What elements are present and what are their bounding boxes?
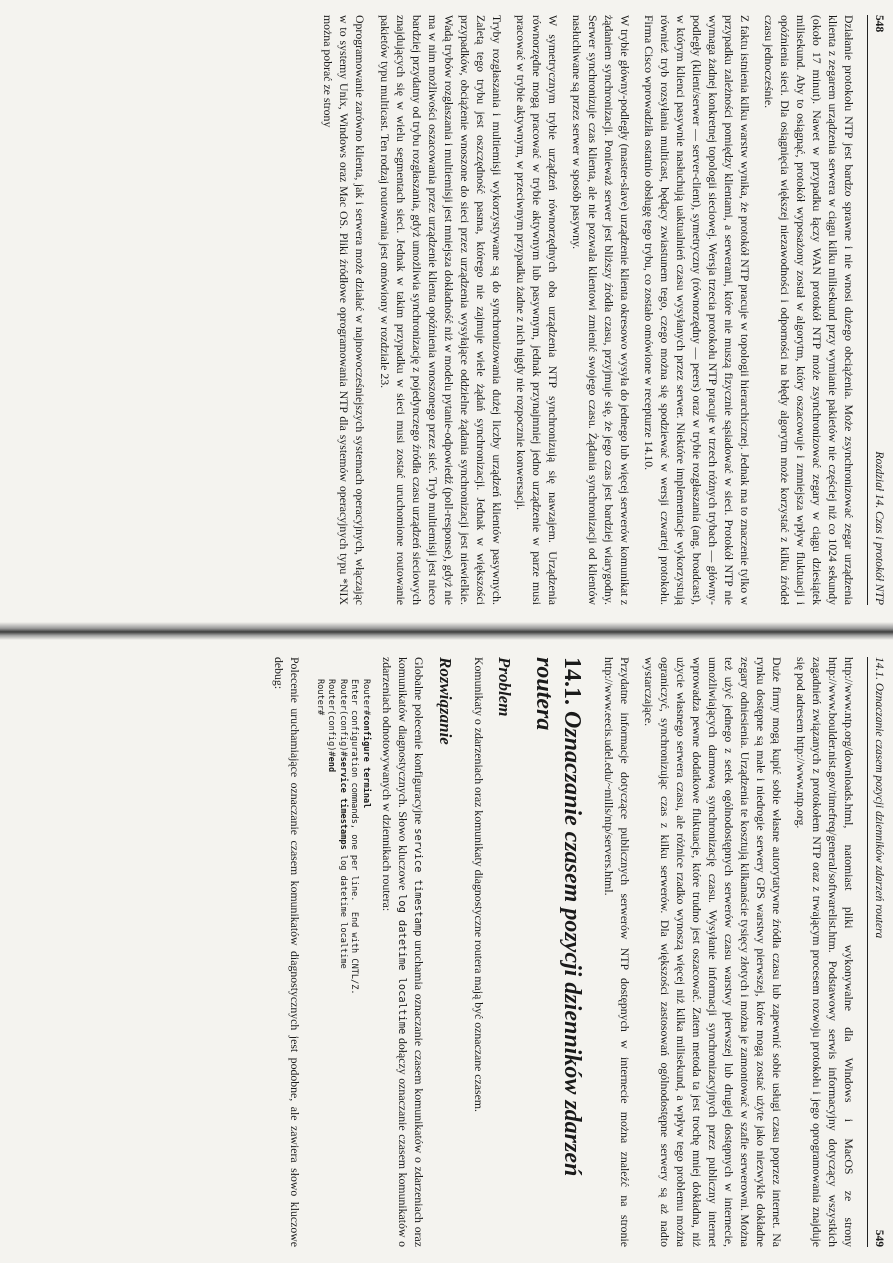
section-heading xyxy=(530,657,585,1247)
code-line: Enter configuration commands, one per line. End with CNTL/Z. xyxy=(349,679,360,995)
section-running-title: 14.1. Oznaczanie czasem pozycji dzienników zdarzeń routera xyxy=(873,657,885,939)
problem-heading: Problem xyxy=(494,657,514,717)
section-number: 14.1. xyxy=(558,657,585,705)
code-line: Router# xyxy=(314,679,325,716)
paragraph: Z faktu istnienia kilku warstw wynika, że protokół NTP pracuje w topologii hierarchicznej. Jednak ma to znaczenie tylko w przypadku zależności pomiędzy klientami, a serwerami, które nie muszą fizycznie sąsiadować w sieci. Protokół NTP nie wymaga żadnej konkretnej topologii sieciowej. Wersja trzecia protokołu NTP pracuje w trzech różnych trybach — główny-podległy (klient/serwer — server-client), symetryczny (równorzędny — peers) oraz w trybie rozgłaszania (ang. broadcast), w którym klienci pasywnie nasłuchują uaktualnień czasu wysyłanych przez serwer. Niektóre implementacje wykorzystują również tryb rozsyłania multicast, będący zwiastunem tego, czego można się spodziewać w wersji czwartej protokołu. Firma Cisco wprowadziła ostatnio obsługę tego trybu, co zostało omówione w recepturze 14.10. xyxy=(642,15,753,605)
paragraph: Przydatne informacje dotyczące publicznych serwerów NTP dostępnych w internecie można znaleźć na stronie http://www.eecis.udel.edu/~mills/ntp/servers.html. xyxy=(601,657,632,1247)
page-number: 548 xyxy=(873,15,885,33)
section-title: Oznaczanie czasem pozycji dzienników zdarzeń routera xyxy=(531,657,585,1177)
code-line: Router(config)#end xyxy=(326,679,337,773)
solution-heading: Rozwiązanie xyxy=(435,657,455,745)
solution-text-part: Globalne polecenie konfiguracyjne xyxy=(412,657,427,825)
paragraph: Oprogramowanie zarówno klienta, jak i serwera może działać w najnowocześniejszych systemach operacyjnych, włączając w to systemy Unix, Windows oraz Mac OS. Pliki źródłowe oprogramowania NTP dla systemów operacyjnych typu *NIX można pobrać ze strony xyxy=(321,15,368,605)
paragraph: http://www.ntp.org/downloads.html, natomiast pliki wykonywalne dla Windows i MacOS ze strony http://www.boulder.nist.gov/timefreq/general/softwarelist.htm. Podstawowy serwis informacyjny dotyczący wszystkich zagadnień związanych z protokołem NTP oraz z trwającym procesem rozwoju protokołu i jego oprogramowania znajduje się pod adresem http://www.ntp.org. xyxy=(794,657,857,1247)
paragraph: Tryby rozgłaszania i multiemisji wykorzystywane są do synchronizowania dużej liczby urządzeń klientów pasywnych. Zaletą tego trybu jest oszczędność pasma, którego nie zajmuje wiele żądań synchronizacji. Jednak w większości przypadków, obciążenie wnoszone do sieci przez urządzenia wysyłające oddzielne żądania synchronizacji jest niewielkie. Wadą trybów rozgłaszania i multiemisji jest mniejsza dokładność niż w modelu pytanie-odpowiedź (poll-response), gdyż nie ma w nim możliwości oszacowania przez urządzenie klienta opóźnienia wnoszonego przez sieć. Tryb multiemisji jest nieco bardziej przydatny od trybu rozgłaszania, gdyż umożliwia synchronizację z pojedynczego źródła czasu urządzeń sieciowych znajdujących się w wielu segmentach sieci. Jednak w takim przypadku w sieci musi zostać uruchomione routowanie pakietów typu multicast. Ten rodzaj routowania jest omówiony w rozdziale 23. xyxy=(377,15,504,605)
inline-command: service timestamp xyxy=(412,828,425,937)
book-spine-shadow xyxy=(0,622,893,640)
solution-text xyxy=(379,657,428,1247)
problem-text: Komunikaty o zdarzeniach oraz komunikaty diagnostyczne routera mają być oznaczane czasem. xyxy=(471,657,486,1112)
closing-paragraph: Polecenie uruchamiające oznaczanie czasem komunikatów diagnostycznych jest podobne, ale zawiera słowo kluczowe debug: xyxy=(271,657,302,1247)
code-line: Router(config)#service timestamps log datetime localtime xyxy=(337,679,348,969)
inline-command: log datetime localtime xyxy=(396,893,409,1035)
book-page-548 xyxy=(6,15,886,605)
paragraph: Działanie protokołu NTP jest bardzo sprawne i nie wnosi dużego obciążenia. Może zsynchronizować zegar urządzenia klienta z zegarem urządzenia serwera w ciągu kilku milisekund przy wymianie pakietów nie częściej niż co 1024 sekundy (około 17 minut). Nawet w przypadku łączy WAN protokół NTP może zsynchronizować zegary w ciągu dziesiątek milisekund. Aby to osiągnąć, protokół wyposażony został w algorytm, który oszacowuje i zmniejsza wpływ fluktuacji i opóźnienia sieci. Dla osiągnięcia większej niezawodności i odporności na błędy algorytm może korzystać z kilku źródeł czasu jednocześnie. xyxy=(762,15,857,605)
running-head xyxy=(867,15,886,605)
solution-text-part: dołączy oznaczanie czasem komunikatów o zdarzeniach odnotowywanych w dziennikach routera: xyxy=(379,657,411,1248)
paragraph: Duże firmy mogą kupić sobie własne autorytatywne źródła czasu lub zapewnić sobie usługi czasu poprzez internet. Na rynku dostępne są małe i niedrogie serwery GPS warstwy pierwszej, które mogą zostać użyte jako niezwykle dokładne zegary odniesienia. Urządzenia te kosztują kilkanaście tysięcy złotych i można je zamontować w szafie serwerowni. Można też użyć jednego z setek ogólnodostępnych serwerów czasu warstwy pierwszej lub drugiej dostępnych w internecie, umożliwiających darmową synchronizację czasu. Wysyłanie informacji synchronizacyjnych przez publiczny internet wprowadza pewne dodatkowe fluktuacje, które trudno jest oszacować. Zatem metoda ta jest trochę mniej dokładna, niż użycie własnego serwera czasu, ale różnice rzadko wynoszą więcej niż kilka milisekund, a wpływ tego problemu można ograniczyć, synchronizując czas z kilku serwerów. Dla większości zastosowań ogólnodostępne serwery są aż nadto wystarczające. xyxy=(642,657,785,1247)
chapter-title: Rozdział 14. Czas i protokół NTP xyxy=(873,451,885,605)
book-page-549 xyxy=(6,657,886,1247)
running-head xyxy=(867,657,886,1247)
paragraph: W trybie główny-podległy (master-slave) urządzenie klienta okresowo wysyła do jednego lub więcej serwerów komunikat z żądaniem synchronizacji. Ponieważ serwer jest bliższy źródła czasu, przyjmuje się, że jego czas jest bardziej wiarygodny. Serwer synchronizuje czas klienta, ale nie pozwala klientowi zmienić swojego czasu. Żądania synchronizacji od klientów nasłuchiwane są przez serwer w sposób pasywny. xyxy=(569,15,632,605)
page-number: 549 xyxy=(873,1229,885,1247)
code-line: Router#configure terminal xyxy=(360,679,371,809)
paragraph: W symetrycznym trybie urządzeń równorzędnych oba urządzenia NTP synchronizują się nawzajem. Urządzenia równorzędne mogą pracować w trybie aktywnym lub pasywnym, jednak przynajmniej jedno urządzenie w parze musi pracować w trybie aktywnym, w przeciwnym przypadku żadne z nich nigdy nie rozpocznie konwersacji. xyxy=(513,15,560,605)
code-listing xyxy=(313,679,371,1247)
solution-text-part: uruchamia oznaczanie czasem komunikatów o zdarzeniach oraz komunikatów diagnostycznych. Słowo kluczowe xyxy=(396,657,427,1248)
